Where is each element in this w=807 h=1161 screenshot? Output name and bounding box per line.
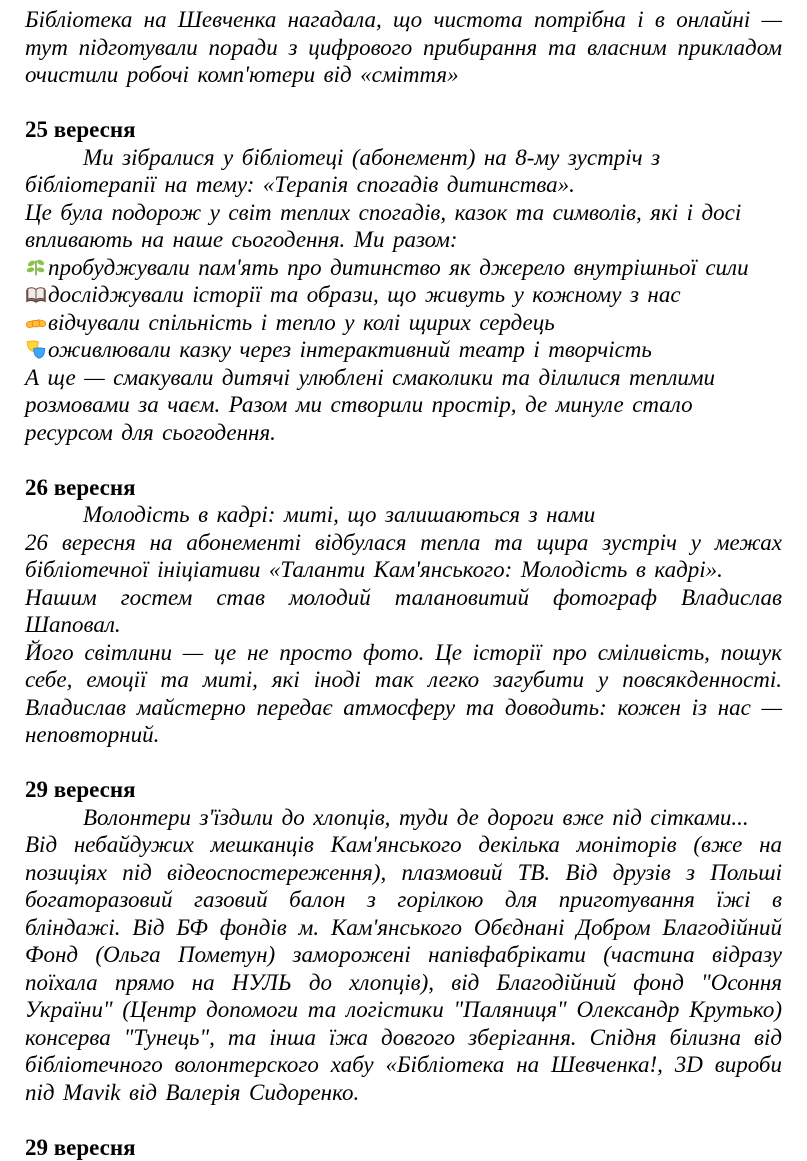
section-heading-sep29: 29 вересня	[25, 776, 782, 804]
section-heading-sep26: 26 вересня	[25, 474, 782, 502]
sep25-closing-paragraph: А ще — смакували дитячі улюблені смаколики та ділилися теплими розмовами за чаєм. Разом ми створили простір, де минуле стало ресурсом для сьогодення.	[25, 364, 782, 447]
sep26-body-paragraph-2: Нашим гостем став молодий талановитий фотограф Владислав Шаповал.	[25, 584, 782, 639]
bullet-text: відчували спільність і тепло у колі щирих сердець	[48, 310, 555, 335]
bullet-text: оживлювали казку через інтерактивний театр і творчість	[48, 337, 652, 362]
sep25-intro-paragraph: Це була подорож у світ теплих спогадів, казок та символів, які і досі впливають на наше сьогодення. Ми разом:	[25, 199, 782, 254]
section-heading-sep29-second: 29 вересня	[25, 1134, 782, 1161]
sep29-body-paragraph: Від небайдужих мешканців Кам'янського декілька моніторів (вже на позиціях під відеоспостереження), плазмовий ТВ. Від друзів з Польші богаторазовий газовий балон з горілкою для приготування їжі в бліндажі. Від БФ фондів м. Кам'янського Обєднані Добром Благодійний Фонд (Ольга Пометун) заморожені напівфабрікати (частина відразу поїхала прямо на НУЛЬ до хлопців), від Благодійний фонд "Осоння України" (Центр допомоги та логістики "Паляниця" Олександр Крутько) консерва "Тунець", та інша їжа довгого зберігання. Спідня білизна від бібліотечного волонтерского хабу «Бібліотека на Шевченка!, 3D вироби під Mavik від Валерія Сидоренко.	[25, 831, 782, 1106]
sep26-lead-paragraph: Молодість в кадрі: миті, що залишаються з нами	[25, 501, 782, 529]
sep26-body-paragraph-1: 26 вересня на абонементі відбулася тепла та щира зустріч у межах бібліотечної ініціативи «Таланти Кам'янського: Молодість в кадрі».	[25, 529, 782, 584]
sep26-body-paragraph-3: Його світлини — це не просто фото. Це історії про сміливість, пошук себе, емоції та миті, які іноді так легко загубити у повсякденності. Владислав майстерно передає атмосферу та доводить: кожен із нас — неповторний.	[25, 639, 782, 749]
bullet-item-handshake	[25, 309, 782, 337]
bullet-item-open-book	[25, 281, 782, 309]
sep29-lead-paragraph: Волонтери з'їздили до хлопців, туди де дороги вже під сітками...	[25, 804, 782, 832]
theater-masks-icon	[25, 339, 47, 361]
bullet-text: досліджували історії та образи, що живуть у кожному з нас	[48, 282, 681, 307]
bullet-text: пробуджували пам'ять про дитинство як джерело внутрішньої сили	[48, 255, 749, 280]
intro-paragraph: Бібліотека на Шевченка нагадала, що чистота потрібна і в онлайні — тут підготували поради з цифрового прибирання та власним прикладом очистили робочі комп'ютери від «сміття»	[25, 6, 782, 89]
open-book-icon	[25, 284, 47, 306]
section-heading-sep25: 25 вересня	[25, 116, 782, 144]
bullet-item-theater-masks	[25, 336, 782, 364]
herb-icon	[25, 257, 47, 279]
sep25-lead-paragraph: Ми зібралися у бібліотеці (абонемент) на 8-му зустріч з бібліотерапії на тему: «Терапія спогадів дитинства».	[25, 144, 782, 199]
bullet-item-herb	[25, 254, 782, 282]
handshake-icon	[25, 312, 47, 334]
